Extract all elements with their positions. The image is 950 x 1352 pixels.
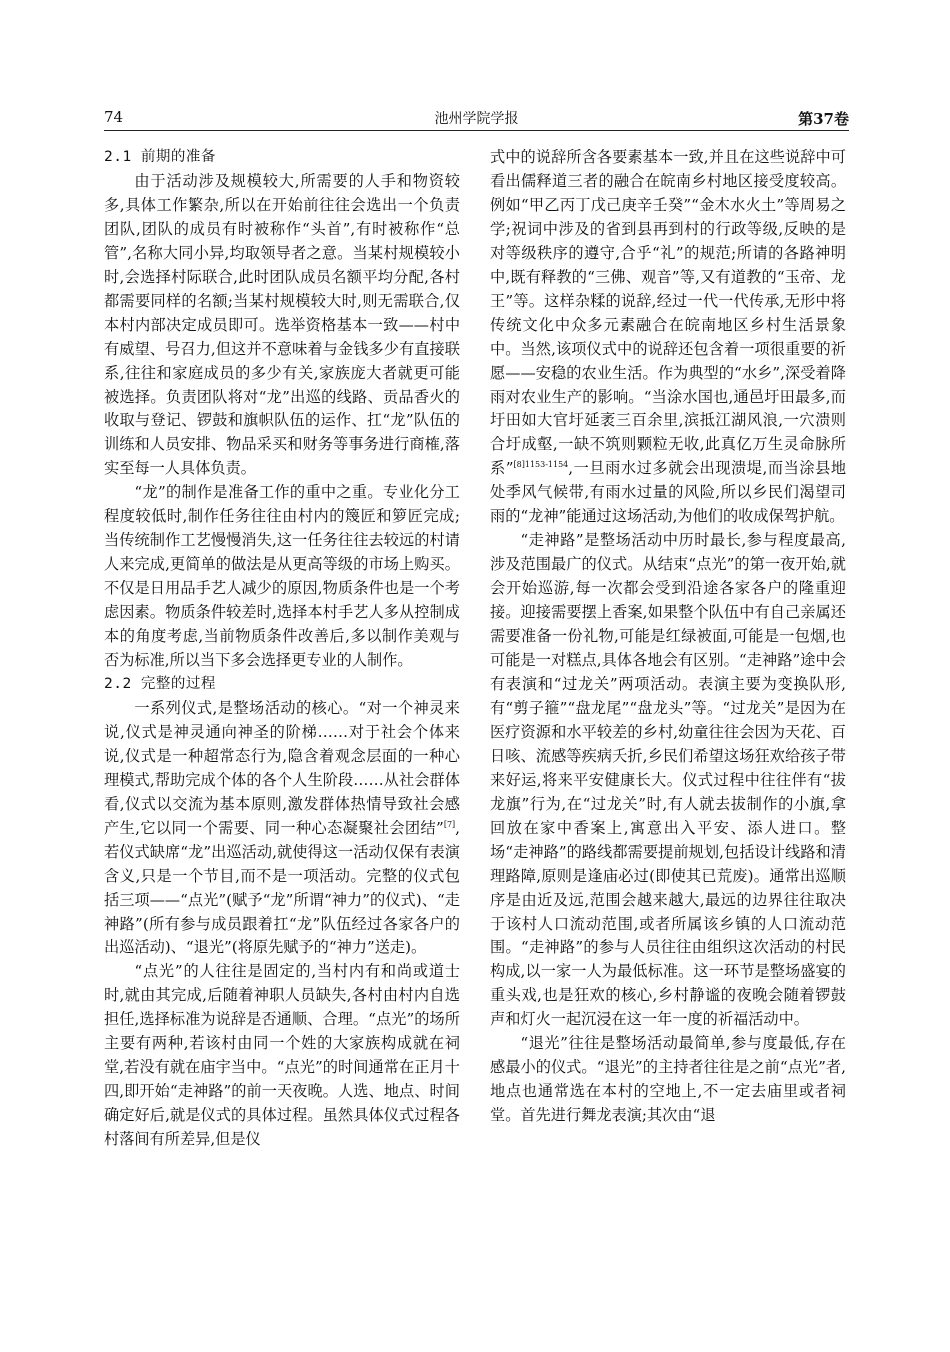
paragraph: [104, 697, 460, 960]
section-heading: 2.1 前期的准备: [104, 149, 216, 165]
paragraph: “龙”的制作是准备工作的重中之重。专业化分工程度较低时,制作任务往往由村内的篾匠和箩匠完成;当传统制作工艺慢慢消失,这一任务往往去较远的村请人来完成,更简单的做法是从更高等级的市场上购买。不仅是日用品手艺人减少的原因,物质条件也是一个考虑因素。物质条件较差时,选择本村手艺人多从控制成本的角度考虑,当前物质条件改善后,多以制作美观与否为标准,所以当下多会选择更专业的人制作。: [104, 483, 460, 670]
section-heading: 2.2 完整的过程: [104, 675, 216, 692]
page-header: [104, 108, 849, 130]
paragraph: 由于活动涉及规模较大,所需要的人手和物资较多,具体工作繁杂,所以在开始前往往会选出一个负责团队,团队的成员有时被称作“头首”,有时被称作“总管”,名称大同小异,均取领导者之意。当某村规模较小时,会选择村际联合,此时团队成员名额平均分配,各村都需要同样的名额;当某村规模较大时,则无需联合,仅本村内部决定成员即可。选举资格基本一致——村中有威望、号召力,但这并不意味着与金钱多少有直接联系,往往和家庭成员的多少有关,家族庞大者就更可能被选择。负责团队将对“龙”出巡的线路、贡品香火的收取与登记、锣鼓和旗帜队伍的运作、扛“龙”队伍的训练和人员安排、物品采买和财务等事务进行商榷,落实至每一人具体负责。: [104, 171, 460, 478]
right-column: [490, 146, 846, 1128]
paragraph-text: ,一旦雨水过多就会出现溃堤,而当涂县地处季风气候带,有雨水过量的风险,所以乡民们渴望司雨的“龙神”能通过这场活动,为他们的收成保驾护航。: [490, 459, 847, 526]
paragraph-text: 一系列仪式,是整场活动的核心。“对一个神灵来说,仪式是神灵通向神圣的阶梯……对于社会个体来说,仪式是一种超常态行为,隐含着观念层面的一种心理模式,帮助完成个体的各个人生阶段……从社会群体看,仪式以交流为基本原则,激发群体热情导致社会感产生,它以同一个需要、同一种心态凝聚社会团结”: [104, 698, 460, 837]
left-column: [104, 146, 460, 1152]
paragraph: [490, 146, 846, 529]
citation-ref: [7]: [443, 819, 456, 829]
paragraph-text: 式中的说辞所含各要素基本一致,并且在这些说辞中可看出儒释道三者的融合在皖南乡村地区接受度较高。例如“甲乙丙丁戊己庚辛壬癸”“金木水火土”等周易之学;祝词中涉及的省到县再到村的行政等级,反映的是对等级秩序的遵守,合乎“礼”的规范;所请的各路神明中,既有释教的“三佛、观音”等,又有道教的“玉帝、龙王”等。这样杂糅的说辞,经过一代一代传承,无形中将传统文化中众多元素融合在皖南地区乡村生活景象中。当然,该项仪式中的说辞还包含着一项很重要的祈愿——安稳的农业生活。作为典型的“水乡”,深受着降雨对农业生产的影响。“当涂水国也,通邑圩田最多,而圩田如大官圩延袤三百余里,滨抵江湖风浪,一穴溃则合圩成壑,一缺不筑则颗粒无收,此真亿万生灵命脉所系”: [490, 148, 846, 478]
journal-title: 池州学院学报: [434, 111, 519, 127]
paragraph: “退光”往往是整场活动最简单,参与度最低,存在感最小的仪式。“退光”的主持者往往是之前“点光”者,地点也通常选在本村的空地上,不一定去庙里或者祠堂。首先进行舞龙表演;其次由“退: [490, 1034, 846, 1125]
paragraph: “点光”的人往往是固定的,当村内有和尚或道士时,就由其完成,后随着神职人员缺失,各村由村内自选担任,选择标准为说辞是否通顺、合理。“点光”的场所主要有两种,若该村由同一个姓的大家族构成就在祠堂,若没有就在庙宇当中。“点光”的时间通常在正月十四,即开始“走神路”的前一天夜晚。人选、地点、时间确定好后,就是仪式的具体过程。虽然具体仪式过程各村落间有所差异,但是仪: [104, 962, 460, 1149]
paragraph: “走神路”是整场活动中历时最长,参与程度最高,涉及范围最广的仪式。从结束“点光”的第一夜开始,就会开始巡游,每一次都会受到沿途各家各户的隆重迎接。迎接需要摆上香案,如果整个队伍中有自己亲属还需要准备一份礼物,可能是红绿被面,可能是一包烟,也可能是一对糕点,具体各地会有区别。“走神路”途中会有表演和“过龙关”两项活动。表演主要为变换队形,有“剪子箍”“盘龙尾”“盘龙头”等。“过龙关”是因为在医疗资源和水平较差的乡村,幼童往往会因为天花、百日咳、流感等疾病夭折,乡民们希望这场狂欢给孩子带来好运,将来平安健康长大。仪式过程中往往伴有“拔龙旗”行为,在“过龙关”时,有人就去拔制作的小旗,拿回放在家中香案上,寓意出入平安、添人进口。整场“走神路”的路线都需要提前规划,包括设计线路和清理路障,原则是逢庙必过(即使其已荒废)。通常出巡顺序是由近及远,范围会越来越大,最远的边界往往取决于该村人口流动范围,或者所属该乡镇的人口流动范围。“走神路”的参与人员往往由组织这次活动的村民构成,以一家一人为最低标准。这一环节是整场盛宴的重头戏,也是狂欢的核心,乡村静谧的夜晚会随着锣鼓声和灯火一起沉浸在这一年一度的祈福活动中。: [490, 531, 846, 1029]
paragraph-text: ,若仪式缺席“龙”出巡活动,就使得这一活动仅保有表演含义,只是一个节目,而不是一项活动。完整的仪式包括三项——“点光”(赋予“龙”所谓“神力”的仪式)、“走神路”(所有参与成员跟着扛“龙”队伍经过各家各户的出巡活动)、“退光”(将原先赋予的“神力”送走)。: [104, 818, 460, 957]
header-rule: [104, 130, 849, 131]
volume-label: 第37卷: [798, 110, 849, 128]
citation-ref: [8]1153-1154: [513, 460, 569, 470]
page-number: 74: [104, 108, 124, 126]
